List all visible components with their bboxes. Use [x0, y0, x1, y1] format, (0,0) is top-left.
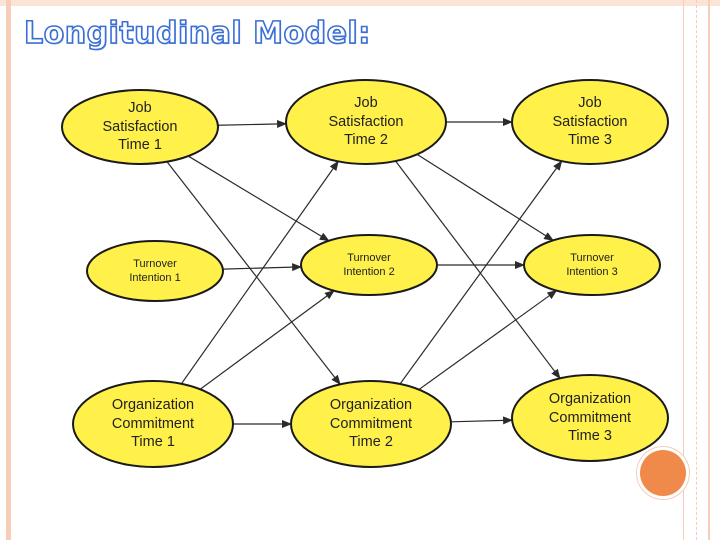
node-organization-commitment-time-2: [296, 384, 446, 464]
node-job-satisfaction-time-3: [515, 82, 665, 162]
arrow-oc2-to-oc3: [451, 420, 512, 422]
node-label: Job Satisfaction Time 1: [102, 99, 178, 154]
node-label: Job Satisfaction Time 3: [552, 94, 628, 149]
node-label: Organization Commitment Time 3: [548, 390, 632, 445]
arrow-js1-to-js2: [218, 124, 286, 126]
node-turnover-intention-2: [294, 225, 444, 305]
node-label: Turnover Intention 1: [129, 257, 181, 284]
node-label: Job Satisfaction Time 2: [328, 94, 404, 149]
node-job-satisfaction-time-2: [291, 82, 441, 162]
node-turnover-intention-1: [80, 231, 230, 311]
arrow-oc2-to-ti3: [419, 291, 557, 390]
decorative-orange-circle: [640, 450, 686, 496]
node-turnover-intention-3: [517, 225, 667, 305]
node-label: Organization Commitment Time 2: [329, 396, 413, 451]
node-label: Turnover Intention 2: [343, 251, 395, 278]
node-job-satisfaction-time-1: [65, 87, 215, 167]
node-organization-commitment-time-1: [78, 384, 228, 464]
slide-title: Longitudinal Model:: [24, 16, 371, 51]
node-organization-commitment-time-3: [515, 378, 665, 458]
node-label: Organization Commitment Time 1: [111, 396, 195, 451]
node-label: Turnover Intention 3: [566, 251, 618, 278]
